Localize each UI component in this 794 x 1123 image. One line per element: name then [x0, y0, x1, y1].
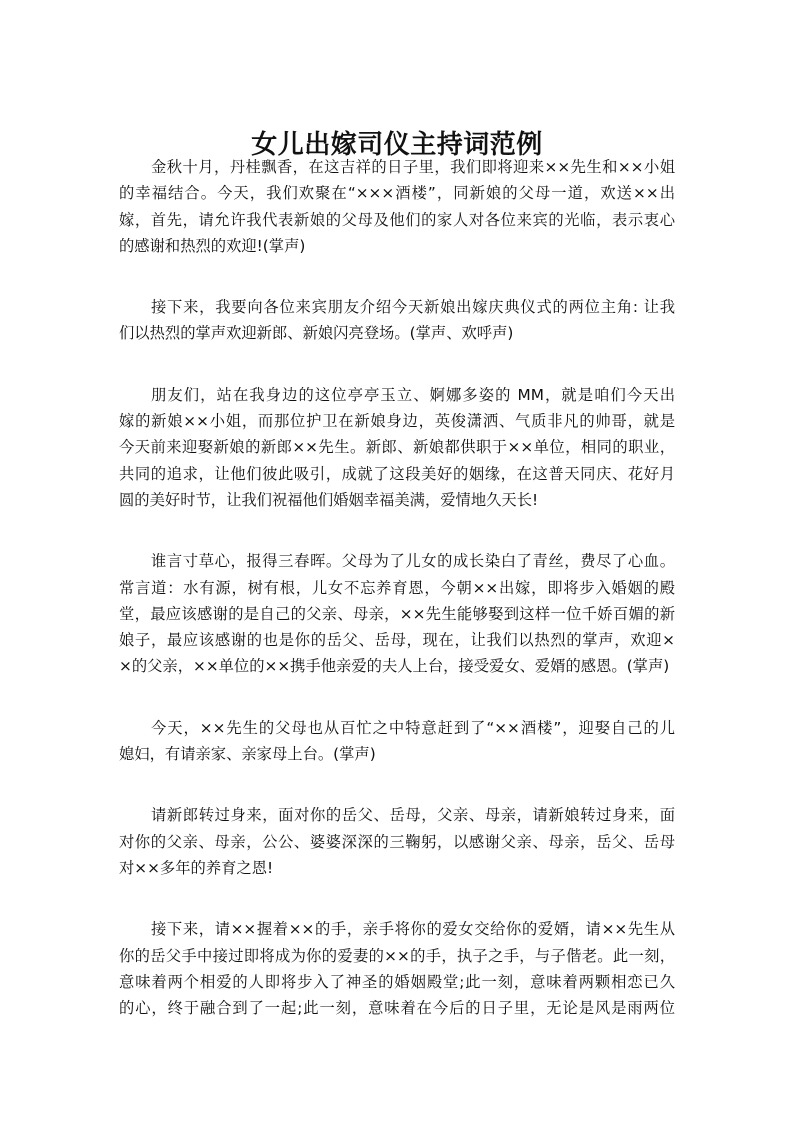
paragraph: [119, 294, 675, 347]
paragraph-line: 谁言寸草心，报得三春晖。父母为了儿女的成长染白了青丝，费尽了心血。: [151, 552, 675, 571]
paragraph-line: 接下来，我要向各位来宾朋友介绍今天新娘出嫁庆典仪式的两位主角: 让我: [151, 298, 675, 317]
paragraph-line: 对你的父亲、母亲，公公、婆婆深深的三鞠躬，以感谢父亲、母亲，岳父、岳母: [119, 832, 675, 851]
paragraph-line: 媳妇，有请亲家、亲家母上台。(掌声): [119, 745, 376, 764]
paragraph-line: 你的岳父手中接过即将成为你的爱妻的××的手，执子之手，与子偕老。此一刻，: [119, 946, 675, 965]
paragraph-line: 们以热烈的掌声欢迎新郎、新娘闪亮登场。(掌声、欢呼声): [119, 324, 514, 343]
paragraph-line: 的感谢和热烈的欢迎!(掌声): [119, 236, 306, 255]
paragraph-line: 圆的美好时节，让我们祝福他们婚姻幸福美满，爱情地久天长!: [119, 490, 539, 509]
paragraph-line: 共同的追求，让他们彼此吸引，成就了这段美好的姻缘，在这普天同庆、花好月: [119, 464, 675, 483]
document-body: [119, 154, 675, 1056]
paragraph-line: 的心，终于融合到了一起;此一刻，意味着在今后的日子里，无论是风是雨两位: [119, 999, 675, 1018]
paragraph-line: 请新郎转过身来，面对你的岳父、岳母，父亲、母亲，请新娘转过身来，面: [151, 806, 675, 825]
paragraph-line: 娘子，最应该感谢的也是你的岳父、岳母，现在，让我们以热烈的掌声，欢迎×: [119, 631, 675, 650]
paragraph-line: 常言道：水有源，树有根，儿女不忘养育恩，今朝××出嫁，即将步入婚姻的殿: [119, 578, 675, 597]
paragraph: [119, 548, 675, 679]
paragraph-line: 堂，最应该感谢的是自己的父亲、母亲，××先生能够娶到这样一位千娇百媚的新: [119, 604, 675, 623]
paragraph-line: 嫁，首先，请允许我代表新娘的父母及他们的家人对各位来宾的光临，表示衷心: [119, 210, 675, 229]
paragraph: [119, 802, 675, 881]
document-title: 女儿出嫁司仪主持词范例: [251, 130, 543, 161]
paragraph-line: 意味着两个相爱的人即将步入了神圣的婚姻殿堂;此一刻，意味着两颗相恋已久: [119, 972, 675, 991]
paragraph-line: ×的父亲，××单位的××携手他亲爱的夫人上台，接受爱女、爱婿的感恩。(掌声): [119, 657, 670, 676]
paragraph: [119, 715, 675, 768]
paragraph: [119, 382, 675, 513]
paragraph-line: 对××多年的养育之恩!: [119, 858, 274, 877]
paragraph: [119, 154, 675, 259]
paragraph: [119, 916, 675, 1021]
paragraph-line: 接下来，请××握着××的手，亲手将你的爱女交给你的爱婿，请××先生从: [151, 920, 675, 939]
paragraph-line: 嫁的新娘××小姐，而那位护卫在新娘身边，英俊潇洒、气质非凡的帅哥，就是: [119, 412, 675, 431]
paragraph-line: 今天，××先生的父母也从百忙之中特意赶到了“××酒楼”，迎娶自己的儿: [151, 718, 675, 737]
paragraph-line: 金秋十月，丹桂飘香，在这吉祥的日子里，我们即将迎来××先生和××小姐: [151, 158, 675, 176]
paragraph-line: 朋友们，站在我身边的这位亭亭玉立、婀娜多姿的 MM，就是咱们今天出: [151, 385, 675, 404]
paragraph-line: 的幸福结合。今天，我们欢聚在“×××酒楼”，同新娘的父母一道，欢送××出: [119, 184, 675, 203]
paragraph-line: 今天前来迎娶新娘的新郎××先生。新郎、新娘都供职于××单位，相同的职业，: [119, 438, 675, 457]
